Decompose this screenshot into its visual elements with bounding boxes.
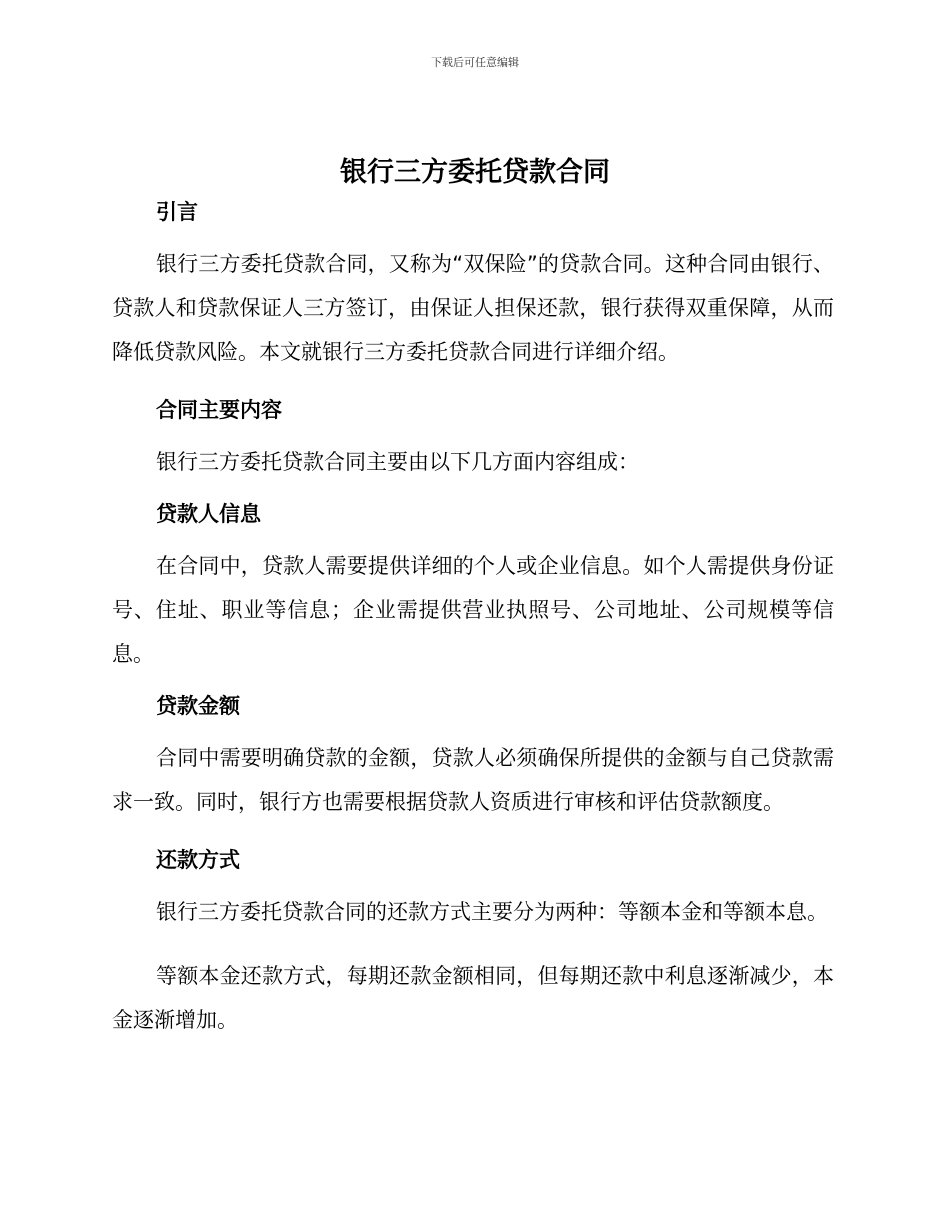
section-heading-borrower-info: 贷款人信息 bbox=[156, 502, 261, 526]
paragraph-equal-principal: 等额本金还款方式，每期还款金额相同，但每期还款中利息逐渐减少，本金逐渐增加。 bbox=[112, 964, 834, 1032]
paragraph-borrower-info: 在合同中，贷款人需要提供详细的个人或企业信息。如个人需提供身份证号、住址、职业等信息；企业需提供营业执照号、公司地址、公司规模等信息。 bbox=[112, 554, 834, 666]
document-body bbox=[112, 196, 834, 1042]
header-note: 下载后可任意编辑 bbox=[431, 56, 519, 69]
paragraph-intro: 银行三方委托贷款合同，又称为“双保险”的贷款合同。这种合同由银行、贷款人和贷款保证人三方签订，由保证人担保还款，银行获得双重保障，从而降低贷款风险。本文就银行三方委托贷款合同进行详细介绍。 bbox=[112, 252, 834, 364]
section-heading-repayment: 还款方式 bbox=[156, 848, 240, 872]
section-heading-loan-amount: 贷款金额 bbox=[156, 694, 240, 718]
section-heading-intro: 引言 bbox=[156, 200, 198, 224]
paragraph-loan-amount: 合同中需要明确贷款的金额，贷款人必须确保所提供的金额与自己贷款需求一致。同时，银行方也需要根据贷款人资质进行审核和评估贷款额度。 bbox=[112, 746, 834, 814]
document-title: 银行三方委托贷款合同 bbox=[340, 157, 610, 188]
paragraph-main-content: 银行三方委托贷款合同主要由以下几方面内容组成： bbox=[156, 450, 639, 474]
paragraph-repayment: 银行三方委托贷款合同的还款方式主要分为两种：等额本金和等额本息。 bbox=[156, 900, 828, 924]
section-heading-main-content: 合同主要内容 bbox=[156, 398, 282, 422]
